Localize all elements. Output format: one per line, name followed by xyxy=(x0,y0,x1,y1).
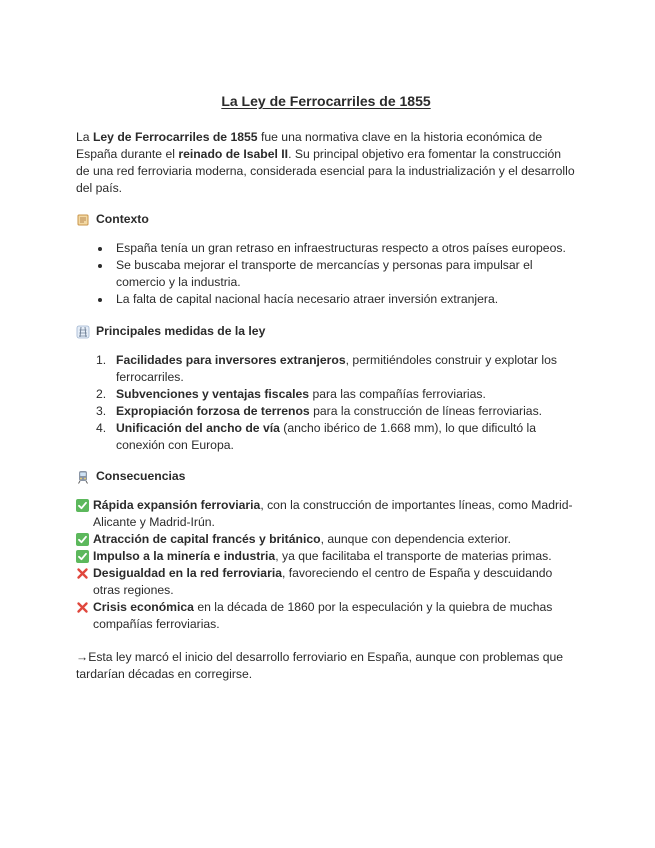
section-heading-measures: Principales medidas de la ley xyxy=(76,323,576,340)
train-icon xyxy=(76,470,90,484)
list-item: Crisis económica en la década de 1860 por la especulación y la quiebra de muchas compañías ferroviarias. xyxy=(76,599,576,633)
section-heading-context: Contexto xyxy=(76,211,576,228)
context-list xyxy=(76,240,576,308)
consequences-list xyxy=(76,497,576,633)
check-mark-icon xyxy=(76,533,89,546)
section-heading-consequences: Consecuencias xyxy=(76,468,576,485)
list-item: Impulso a la minería e industria, ya que facilitaba el transporte de materias primas. xyxy=(76,548,576,565)
list-item: Se buscaba mejorar el transporte de mercancías y personas para impulsar el comercio y la industria. xyxy=(76,257,576,291)
check-mark-icon xyxy=(76,499,89,512)
railway-track-icon xyxy=(76,325,90,339)
list-item: 3. Expropiación forzosa de terrenos para la construcción de líneas ferroviarias. xyxy=(96,404,543,418)
list-item: La falta de capital nacional hacía necesario atraer inversión extranjera. xyxy=(76,291,576,308)
list-item: 4. Unificación del ancho de vía (ancho ibérico de 1.668 mm), lo que dificultó la conexión con Europa. xyxy=(96,421,536,452)
list-item: 2. Subvenciones y ventajas fiscales para las compañías ferroviarias. xyxy=(96,387,486,401)
cross-mark-icon xyxy=(76,601,89,614)
list-item: Desigualdad en la red ferroviaria, favoreciendo el centro de España y descuidando otras regiones. xyxy=(76,565,576,599)
conclusion-paragraph: →Esta ley marcó el inicio del desarrollo ferroviario en España, aunque con problemas que tardarían décadas en corregirse. xyxy=(76,650,564,681)
list-item: Rápida expansión ferroviaria, con la construcción de importantes líneas, como Madrid-Alicante y Madrid-Irún. xyxy=(76,497,576,531)
scroll-icon xyxy=(76,213,90,227)
document-body xyxy=(76,90,576,683)
page-title: La Ley de Ferrocarriles de 1855 xyxy=(221,93,431,109)
intro-paragraph: La Ley de Ferrocarriles de 1855 fue una normativa clave en la historia económica de España durante el reinado de Isabel II. Su principal objetivo era fomentar la construcción de una red ferroviaria moderna, considerada esencial para la industrialización y el desarrollo del país. xyxy=(76,130,575,195)
measures-list xyxy=(76,352,576,454)
list-item: España tenía un gran retraso en infraestructuras respecto a otros países europeos. xyxy=(76,240,576,257)
list-item: 1. Facilidades para inversores extranjeros, permitiéndoles construir y explotar los ferrocarriles. xyxy=(96,353,557,384)
list-item: Atracción de capital francés y británico, aunque con dependencia exterior. xyxy=(76,531,576,548)
cross-mark-icon xyxy=(76,567,89,580)
check-mark-icon xyxy=(76,550,89,563)
